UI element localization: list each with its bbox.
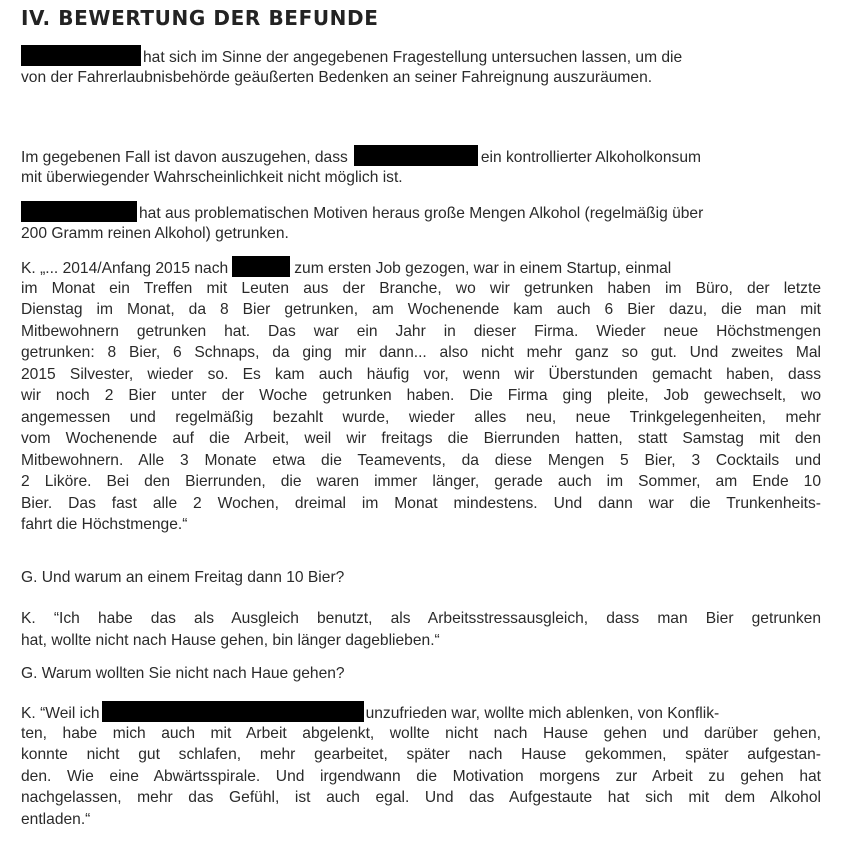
paragraph-line: K. “Ich habe das als Ausgleich benutzt, als Arbeitsstressausgleich, dass man Bier getrunken	[21, 610, 821, 627]
paragraph-line: angemessen und regelmäßig bezahlt wurde, wieder alles neu, neue Trinkgelegenheiten, mehr	[21, 408, 821, 426]
paragraph-line: mit überwiegender Wahrscheinlichkeit nicht möglich ist.	[21, 168, 403, 186]
paragraph-intro	[21, 45, 821, 88]
paragraph-answer-2	[21, 701, 821, 830]
text-span: Im gegebenen Fall ist davon auszugehen, dass	[21, 149, 348, 166]
paragraph-line: nachgelassen, mehr das Gefühl, ist auch egal. Und das Aufgestaute hat sich mit dem Alkohol	[21, 789, 821, 806]
paragraph-line	[21, 145, 821, 167]
text-span: zum ersten Job gezogen, war in einem Startup, einmal	[294, 260, 672, 277]
text-span: K. „... 2014/Anfang 2015 nach	[21, 260, 229, 277]
paragraph-line: entladen.“	[21, 810, 91, 828]
paragraph-line: Mitbewohnern getrunken hat. Das war ein Jahr in dieser Firma. Wieder neue Höchstmengen	[21, 322, 821, 340]
paragraph-line: 2 Liköre. Bei den Bierrunden, die waren immer länger, gerade auch im Sommer, am Ende 10	[21, 473, 821, 490]
paragraph-line: wir noch 2 Bier unter der Woche getrunken haben. Die Firma ging pleite, Job gewechselt, wo	[21, 387, 821, 404]
text-span: ein kontrollierter Alkoholkonsum	[480, 149, 701, 166]
paragraph-line: Mitbewohnern. Alle 3 Monate etwa die Teamevents, da diese Mengen 5 Bier, 3 Cocktails und	[21, 451, 821, 469]
paragraph-line: den. Wie eine Abwärtsspirale. Und irgendwann die Motivation morgens zur Arbeit zu gehen hat	[21, 767, 821, 785]
paragraph-line: konnte nicht gut schlafen, mehr gearbeitet, später nach Hause gekommen, später aufgestan-	[21, 746, 821, 763]
paragraph-line	[21, 256, 821, 278]
text-span: hat sich im Sinne der angegebenen Fragestellung untersuchen lassen, um die	[143, 49, 683, 66]
paragraph-line	[21, 701, 821, 723]
paragraph-line	[21, 201, 821, 223]
section-heading: IV. BEWERTUNG DER BEFUNDE	[21, 6, 379, 30]
redaction-bar	[21, 45, 141, 66]
paragraph-line: G. Warum wollten Sie nicht nach Haue gehen?	[21, 665, 345, 682]
text-span: unzufrieden war, wollte mich ablenken, von Konflik-	[365, 705, 720, 722]
redaction-bar	[232, 256, 290, 277]
paragraph-question-2	[21, 663, 821, 685]
paragraph-line: Dienstag im Monat, da 8 Bier getrunken, am Wochenende kam auch 6 Bier dazu, die man mit	[21, 301, 821, 318]
paragraph-line: 2015 Silvester, wieder so. Es kam auch häufig vor, wenn wir Überstunden gemacht haben, dass	[21, 365, 821, 383]
paragraph-line: ten, habe mich auch mit Arbeit abgelenkt, wollte nicht nach Hause gehen und darüber gehen,	[21, 724, 821, 742]
paragraph-line: getrunken: 8 Bier, 6 Schnaps, da ging mir dann... also nicht mehr ganz so gut. Und zweites Mal	[21, 344, 821, 361]
paragraph-assessment	[21, 145, 821, 188]
paragraph-answer-1	[21, 608, 821, 651]
text-span: hat aus problematischen Motiven heraus große Mengen Alkohol (regelmäßig über	[139, 205, 704, 222]
paragraph-question-1	[21, 567, 821, 589]
paragraph-line: fahrt die Höchstmenge.“	[21, 516, 188, 533]
redaction-bar	[102, 701, 364, 722]
paragraph-line: von der Fahrerlaubnisbehörde geäußerten Bedenken an seiner Fahreignung auszuräumen.	[21, 68, 653, 86]
paragraph-line: im Monat ein Treffen mit Leuten aus der Branche, wo wir getrunken haben im Büro, der letzte	[21, 279, 821, 297]
redaction-bar	[354, 145, 478, 166]
paragraph-motives	[21, 201, 821, 244]
redaction-bar	[21, 201, 137, 222]
text-span: K. “Weil ich	[21, 705, 100, 722]
paragraph-line: 200 Gramm reinen Alkohol) getrunken.	[21, 224, 289, 242]
paragraph-line: vom Wochenende auf die Arbeit, weil wir freitags die Bierrunden hatten, statt Samstag mit den	[21, 430, 821, 447]
paragraph-line: hat, wollte nicht nach Hause gehen, bin länger dageblieben.“	[21, 631, 440, 649]
paragraph-client-quote	[21, 256, 821, 536]
paragraph-line: Bier. Das fast alle 2 Wochen, dreimal im Monat mindestens. Und dann war die Trunkenheits-	[21, 494, 821, 512]
paragraph-line	[21, 45, 821, 67]
paragraph-line: G. Und warum an einem Freitag dann 10 Bier?	[21, 569, 345, 586]
